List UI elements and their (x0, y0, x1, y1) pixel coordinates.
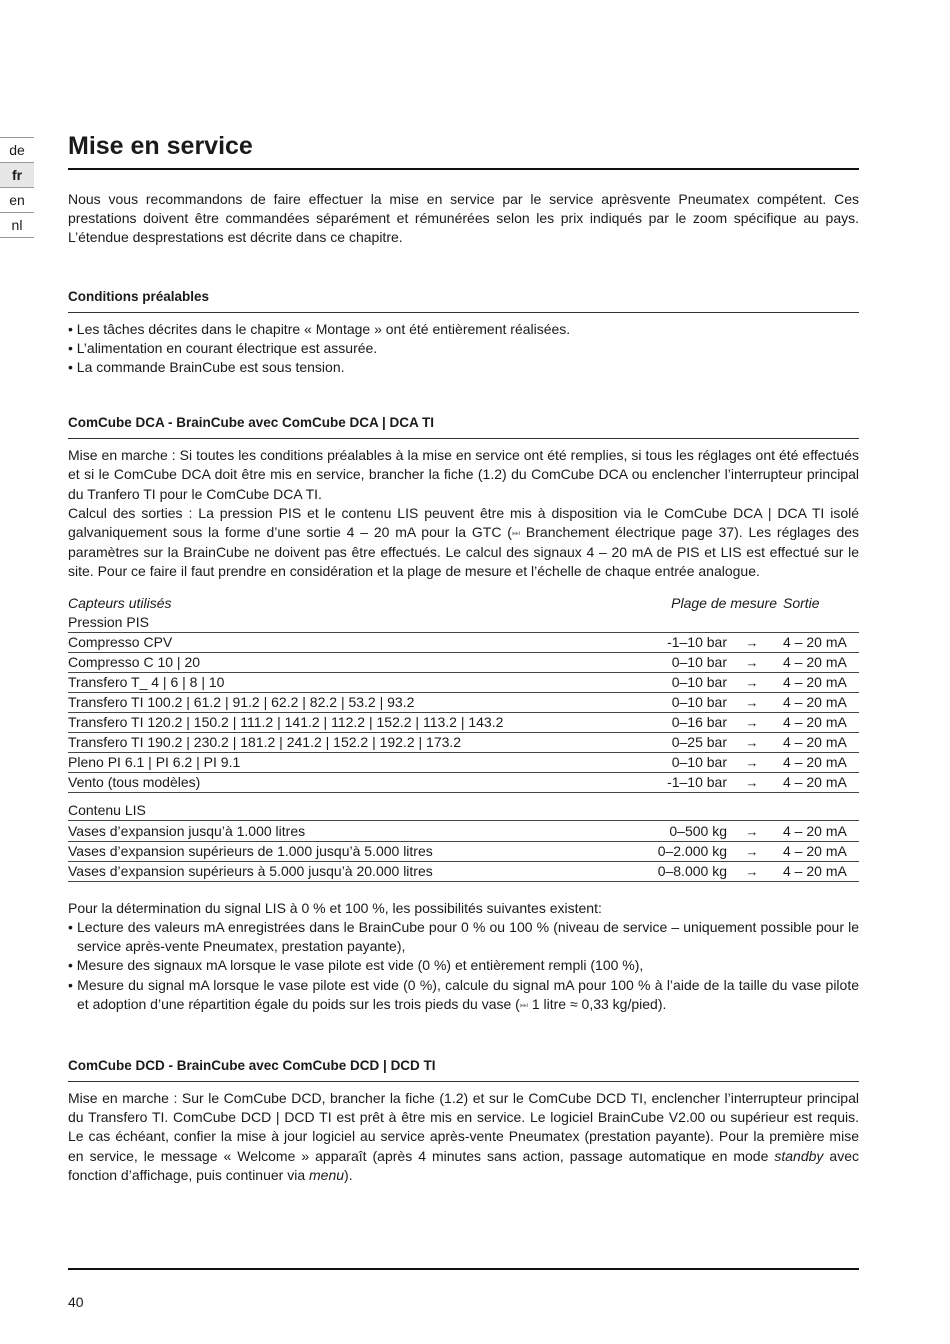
range-cell: 0–16 bar (597, 713, 727, 733)
arrow-cell: → (727, 821, 777, 841)
sensor-cell: Transfero TI 120.2 | 150.2 | 111.2 | 141.2 | 112.2 | 152.2 | 113.2 | 143.2 (68, 713, 597, 733)
conditions-section (68, 288, 859, 378)
sensor-cell: Pleno PI 6.1 | PI 6.2 | PI 9.1 (68, 753, 597, 773)
output-cell: 4 – 20 mA (777, 821, 859, 841)
sensor-cell: Compresso C 10 | 20 (68, 652, 597, 672)
arrow-cell: → (727, 693, 777, 713)
list-item: • Lecture des valeurs mA enregistrées dans le BrainCube pour 0 % ou 100 % (niveau de service – uniquement possible pour le service après-vente Pneumatex, prestation payante), (68, 918, 859, 955)
list-item: • L’alimentation en courant électrique est assurée. (68, 339, 378, 356)
sensor-cell: Vento (tous modèles) (68, 773, 597, 793)
output-cell: 4 – 20 mA (777, 753, 859, 773)
arrow-cell: → (727, 652, 777, 672)
table-row (68, 632, 859, 652)
sensor-cell: Vases d’expansion jusqu’à 1.000 litres (68, 821, 597, 841)
output-cell: 4 – 20 mA (777, 652, 859, 672)
list-item: • Mesure des signaux mA lorsque le vase pilote est vide (0 %) et entièrement rempli (100 %), (68, 957, 644, 974)
conditions-list (68, 320, 859, 378)
cross-reference-link[interactable]: Branchement électrique page 37 (525, 524, 735, 541)
table-group-row (68, 613, 859, 633)
list-item: • Mesure du signal mA lorsque le vase pilote est vide (0 %), calcule du signal mA pour 100 % à l’aide de la taille du vase pilote et adoption d’une répartition égale du poids sur les trois pieds du vase (⏭ 1 litre ≈ 0,33 kg/pied). (68, 976, 859, 1012)
play-icon: ⏭ (511, 528, 521, 539)
output-cell: 4 – 20 mA (777, 693, 859, 713)
output-cell: 4 – 20 mA (777, 713, 859, 733)
col-range-header: Plage de mesure (671, 594, 777, 611)
sensor-cell: Transfero TI 190.2 | 230.2 | 181.2 | 241.2 | 152.2 | 192.2 | 173.2 (68, 733, 597, 753)
table-row (68, 713, 859, 733)
table-row (68, 841, 859, 861)
table-row (68, 652, 859, 672)
table-row (68, 821, 859, 841)
dcd-section (68, 1057, 859, 1185)
range-cell: 0–10 bar (597, 693, 727, 713)
table-row (68, 753, 859, 773)
arrow-cell: → (727, 713, 777, 733)
sensor-cell: Transfero TI 100.2 | 61.2 | 91.2 | 62.2 | 82.2 | 53.2 | 93.2 (68, 693, 597, 713)
output-cell: 4 – 20 mA (777, 733, 859, 753)
range-cell: 0–2.000 kg (597, 841, 727, 861)
range-cell: 0–10 bar (597, 672, 727, 692)
output-cell: 4 – 20 mA (777, 773, 859, 793)
sensors-table (68, 594, 859, 882)
table-row (68, 672, 859, 692)
group-label: Contenu LIS (68, 801, 859, 821)
sensor-cell: Vases d’expansion supérieurs de 1.000 jusqu’à 5.000 litres (68, 841, 597, 861)
range-cell: 0–10 bar (597, 652, 727, 672)
dcd-heading: ComCube DCD - BrainCube avec ComCube DCD | DCD TI (68, 1057, 859, 1082)
arrow-cell: → (727, 773, 777, 793)
group-label: Pression PIS (68, 613, 859, 633)
output-cell: 4 – 20 mA (777, 632, 859, 652)
lis-options-list (68, 918, 859, 1015)
sensor-cell: Transfero T_ 4 | 6 | 8 | 10 (68, 672, 597, 692)
arrow-cell: → (727, 672, 777, 692)
range-cell: -1–10 bar (597, 632, 727, 652)
language-tabs (0, 137, 34, 238)
table-row (68, 693, 859, 713)
page-content (68, 130, 859, 1185)
intro-paragraph: Nous vous recommandons de faire effectuer la mise en service par le service aprèsvente Pneumatex compétent. Ces prestations doivent être commandées séparément et rémunérées selon les prix indiqués par le zoom spécifique au pays. L’étendue desprestations est décrite dans ce chapitre. (68, 191, 859, 246)
arrow-cell: → (727, 733, 777, 753)
output-cell: 4 – 20 mA (777, 861, 859, 881)
arrow-cell: → (727, 841, 777, 861)
sensor-cell: Vases d’expansion supérieurs à 5.000 jusqu’à 20.000 litres (68, 861, 597, 881)
output-cell: 4 – 20 mA (777, 841, 859, 861)
col-sensor-header: Capteurs utilisés (68, 594, 172, 611)
range-cell: 0–10 bar (597, 753, 727, 773)
footer-rule (68, 1268, 859, 1270)
table-group-row (68, 801, 859, 821)
range-cell: 0–8.000 kg (597, 861, 727, 881)
dca-startup-paragraph: Mise en marche : Si toutes les conditions préalables à la mise en service ont été remplies, si tous les réglages ont été effectués et si le ComCube DCA doit être mis en service, brancher la fiche (1.2) du ComCube DCA ou enclencher l’interrupteur principal du Tranfero TI pour le ComCube DCA TI. (68, 447, 859, 502)
output-cell: 4 – 20 mA (777, 672, 859, 692)
table-spacer (68, 793, 859, 802)
table-row (68, 861, 859, 881)
lang-tab-nl[interactable]: nl (0, 213, 34, 238)
dcd-startup-paragraph: Mise en marche : Sur le ComCube DCD, brancher la fiche (1.2) et sur le ComCube DCD TI, enclencher l’interrupteur principal du Transfero TI. ComCube DCD | DCD TI est prêt à être mis en service. Le logiciel BrainCube V2.00 ou supérieur est requis. Le cas échéant, confier la mise à jour logiciel au service après-vente Pneumatex (prestation payante). Pour la première mise en service, le message « Welcome » apparaît (après 4 minutes sans action, passage automatique en mode standby avec fonction d’affichage, puis continuer via menu). (68, 1089, 859, 1183)
col-output-header: Sortie (783, 594, 820, 611)
page-title: Mise en service (68, 130, 859, 170)
lang-tab-de[interactable]: de (0, 137, 34, 163)
conditions-heading: Conditions préalables (68, 288, 859, 313)
play-icon: ⏭ (519, 999, 528, 1010)
dca-section (68, 414, 859, 1015)
lang-tab-fr[interactable]: fr (0, 163, 34, 188)
dca-heading: ComCube DCA - BrainCube avec ComCube DCA | DCA TI (68, 414, 859, 439)
lis-intro: Pour la détermination du signal LIS à 0 % et 100 %, les possibilités suivantes existent: (68, 899, 602, 916)
list-item: • Les tâches décrites dans le chapitre « Montage » ont été entièrement réalisées. (68, 320, 571, 337)
arrow-cell: → (727, 753, 777, 773)
table-row (68, 773, 859, 793)
range-cell: -1–10 bar (597, 773, 727, 793)
page-number: 40 (68, 1294, 84, 1310)
sensor-cell: Compresso CPV (68, 632, 597, 652)
table-row (68, 733, 859, 753)
arrow-cell: → (727, 861, 777, 881)
dca-outputs-paragraph: Calcul des sorties : La pression PIS et le contenu LIS peuvent être mis à disposition via le ComCube DCA | DCA TI isolé galvaniquement sous la forme d’une sortie 4 – 20 mA pour la GTC (⏭ Branchement électrique page 37). Les réglages des paramètres sur la BrainCube ne doivent pas être effectués. Le calcul des signaux 4 – 20 mA de PIS et LIS est effectué sur le site. Pour ce faire il faut prendre en considération et la plage de mesure et l’échelle de chaque entrée analogue. (68, 504, 860, 580)
lang-tab-en[interactable]: en (0, 188, 34, 213)
range-cell: 0–25 bar (597, 733, 727, 753)
arrow-cell: → (727, 632, 777, 652)
range-cell: 0–500 kg (597, 821, 727, 841)
list-item: • La commande BrainCube est sous tension. (68, 359, 345, 376)
table-header-row (68, 594, 859, 613)
